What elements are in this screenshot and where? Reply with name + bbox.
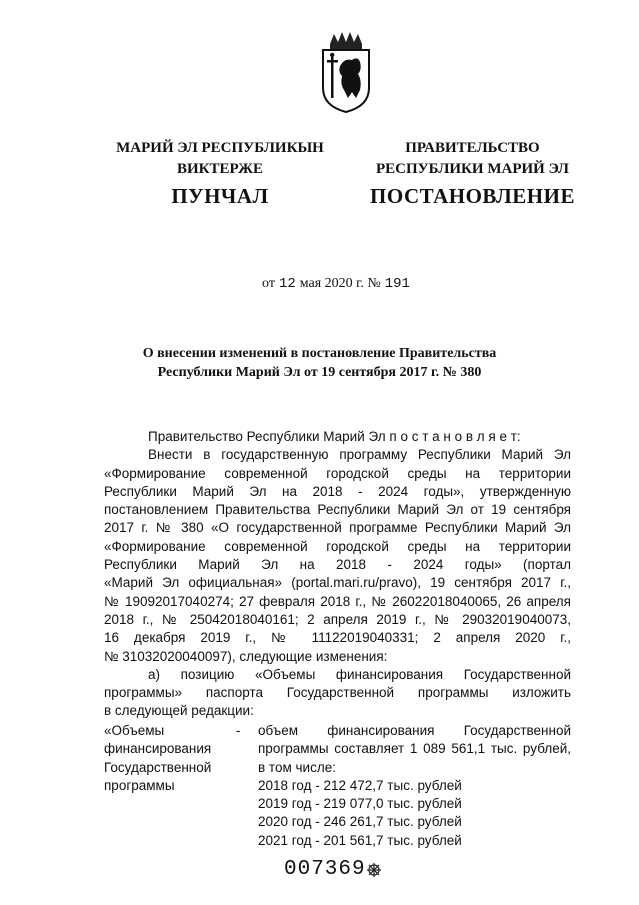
year-amount-line: 2020 год - 246 261,7 тыс. рублей xyxy=(258,814,462,830)
header-right-line2: РЕСПУБЛИКИ МАРИЙ ЭЛ xyxy=(375,161,569,177)
item-a-line: программы» паспорта Государственной программы изложить xyxy=(104,685,571,701)
body-line: Республики Марий Эл на 2018 - 2024 годы», утвержденную xyxy=(104,483,571,499)
table-left-column xyxy=(104,722,244,795)
header-right-line1: ПРАВИТЕЛЬСТВО xyxy=(405,140,540,156)
body-line: «Формирование современной городской среды на территории xyxy=(104,465,571,481)
table-left-line: «Объемы xyxy=(104,723,165,738)
year-amount-line: 2018 год - 212 472,7 тыс. рублей xyxy=(258,777,462,793)
body-line: Республики Марий Эл на 2018 - 2024 годы» (портал xyxy=(104,557,571,573)
table-left-line: программы xyxy=(104,777,175,793)
body-line: № 31032020040097), следующие изменения: xyxy=(104,648,388,664)
date-month-year: мая 2020 г. № xyxy=(299,276,381,291)
document-number: 191 xyxy=(384,276,410,292)
coat-of-arms-icon xyxy=(318,30,374,114)
table-dash: - xyxy=(236,723,241,738)
body-line: постановлением Правительства Республики Марий Эл от 19 сентября xyxy=(104,502,571,518)
header-left-doc: ПУНЧАЛ xyxy=(171,184,269,208)
year-amount-line: 2019 год - 219 077,0 тыс. рублей xyxy=(258,796,462,812)
date-prefix: от xyxy=(262,276,275,291)
body-line: 2018 г., № 25042018040161; 2 апреля 2019 г., № 29032019040073, xyxy=(104,611,571,627)
document-date xyxy=(262,274,410,292)
body-text xyxy=(104,428,571,721)
body-line: № 19092017040274; 27 февраля 2018 г., № 26022018040065, 26 апреля xyxy=(104,593,571,609)
table-right-column xyxy=(258,722,571,850)
item-a-line: а) позицию «Объемы финансирования Государственной xyxy=(148,666,571,682)
form-serial-number: 007369 xyxy=(284,858,366,881)
header-right-doc: ПОСТАНОВЛЕНИЕ xyxy=(370,184,575,208)
table-right-line: программы составляет 1 089 561,1 тыс. рублей, xyxy=(258,741,571,757)
date-day: 12 xyxy=(278,276,296,292)
asterisk-mark-icon xyxy=(366,862,382,878)
body-line: «Марий Эл официальная» (portal.mari.ru/pravo), 19 сентября 2017 г., xyxy=(104,575,571,591)
year-amount-line: 2021 год - 201 561,7 тыс. рублей xyxy=(258,832,462,848)
body-line: «Формирование современной городской среды на территории xyxy=(104,538,571,554)
intro-line: Правительство Республики Марий Эл п о с т а н о в л я е т: xyxy=(148,429,521,444)
table-right-line: объем финансирования Государственной xyxy=(258,723,571,738)
table-left-line: финансирования xyxy=(104,741,212,757)
table-right-line: в том числе: xyxy=(258,759,336,775)
header-left-line2: ВИКТЕРЖЕ xyxy=(176,161,264,177)
document-title-line2: Республики Марий Эл от 19 сентября 2017 г. № 380 xyxy=(157,365,482,380)
body-line: 16 декабря 2019 г., № 11122019040331; 2 апреля 2020 г., xyxy=(104,630,571,646)
document-title-line1: О внесении изменений в постановление Правительства xyxy=(142,346,497,361)
body-line: 2017 г. № 380 «О государственной программе Республики Марий Эл xyxy=(104,520,571,536)
table-left-line: Государственной xyxy=(104,759,212,775)
item-a-line: в следующей редакции: xyxy=(104,703,254,719)
header-left-line1: МАРИЙ ЭЛ РЕСПУБЛИКЫН xyxy=(116,140,324,156)
body-line: Внести в государственную программу Республики Марий Эл xyxy=(148,447,571,463)
